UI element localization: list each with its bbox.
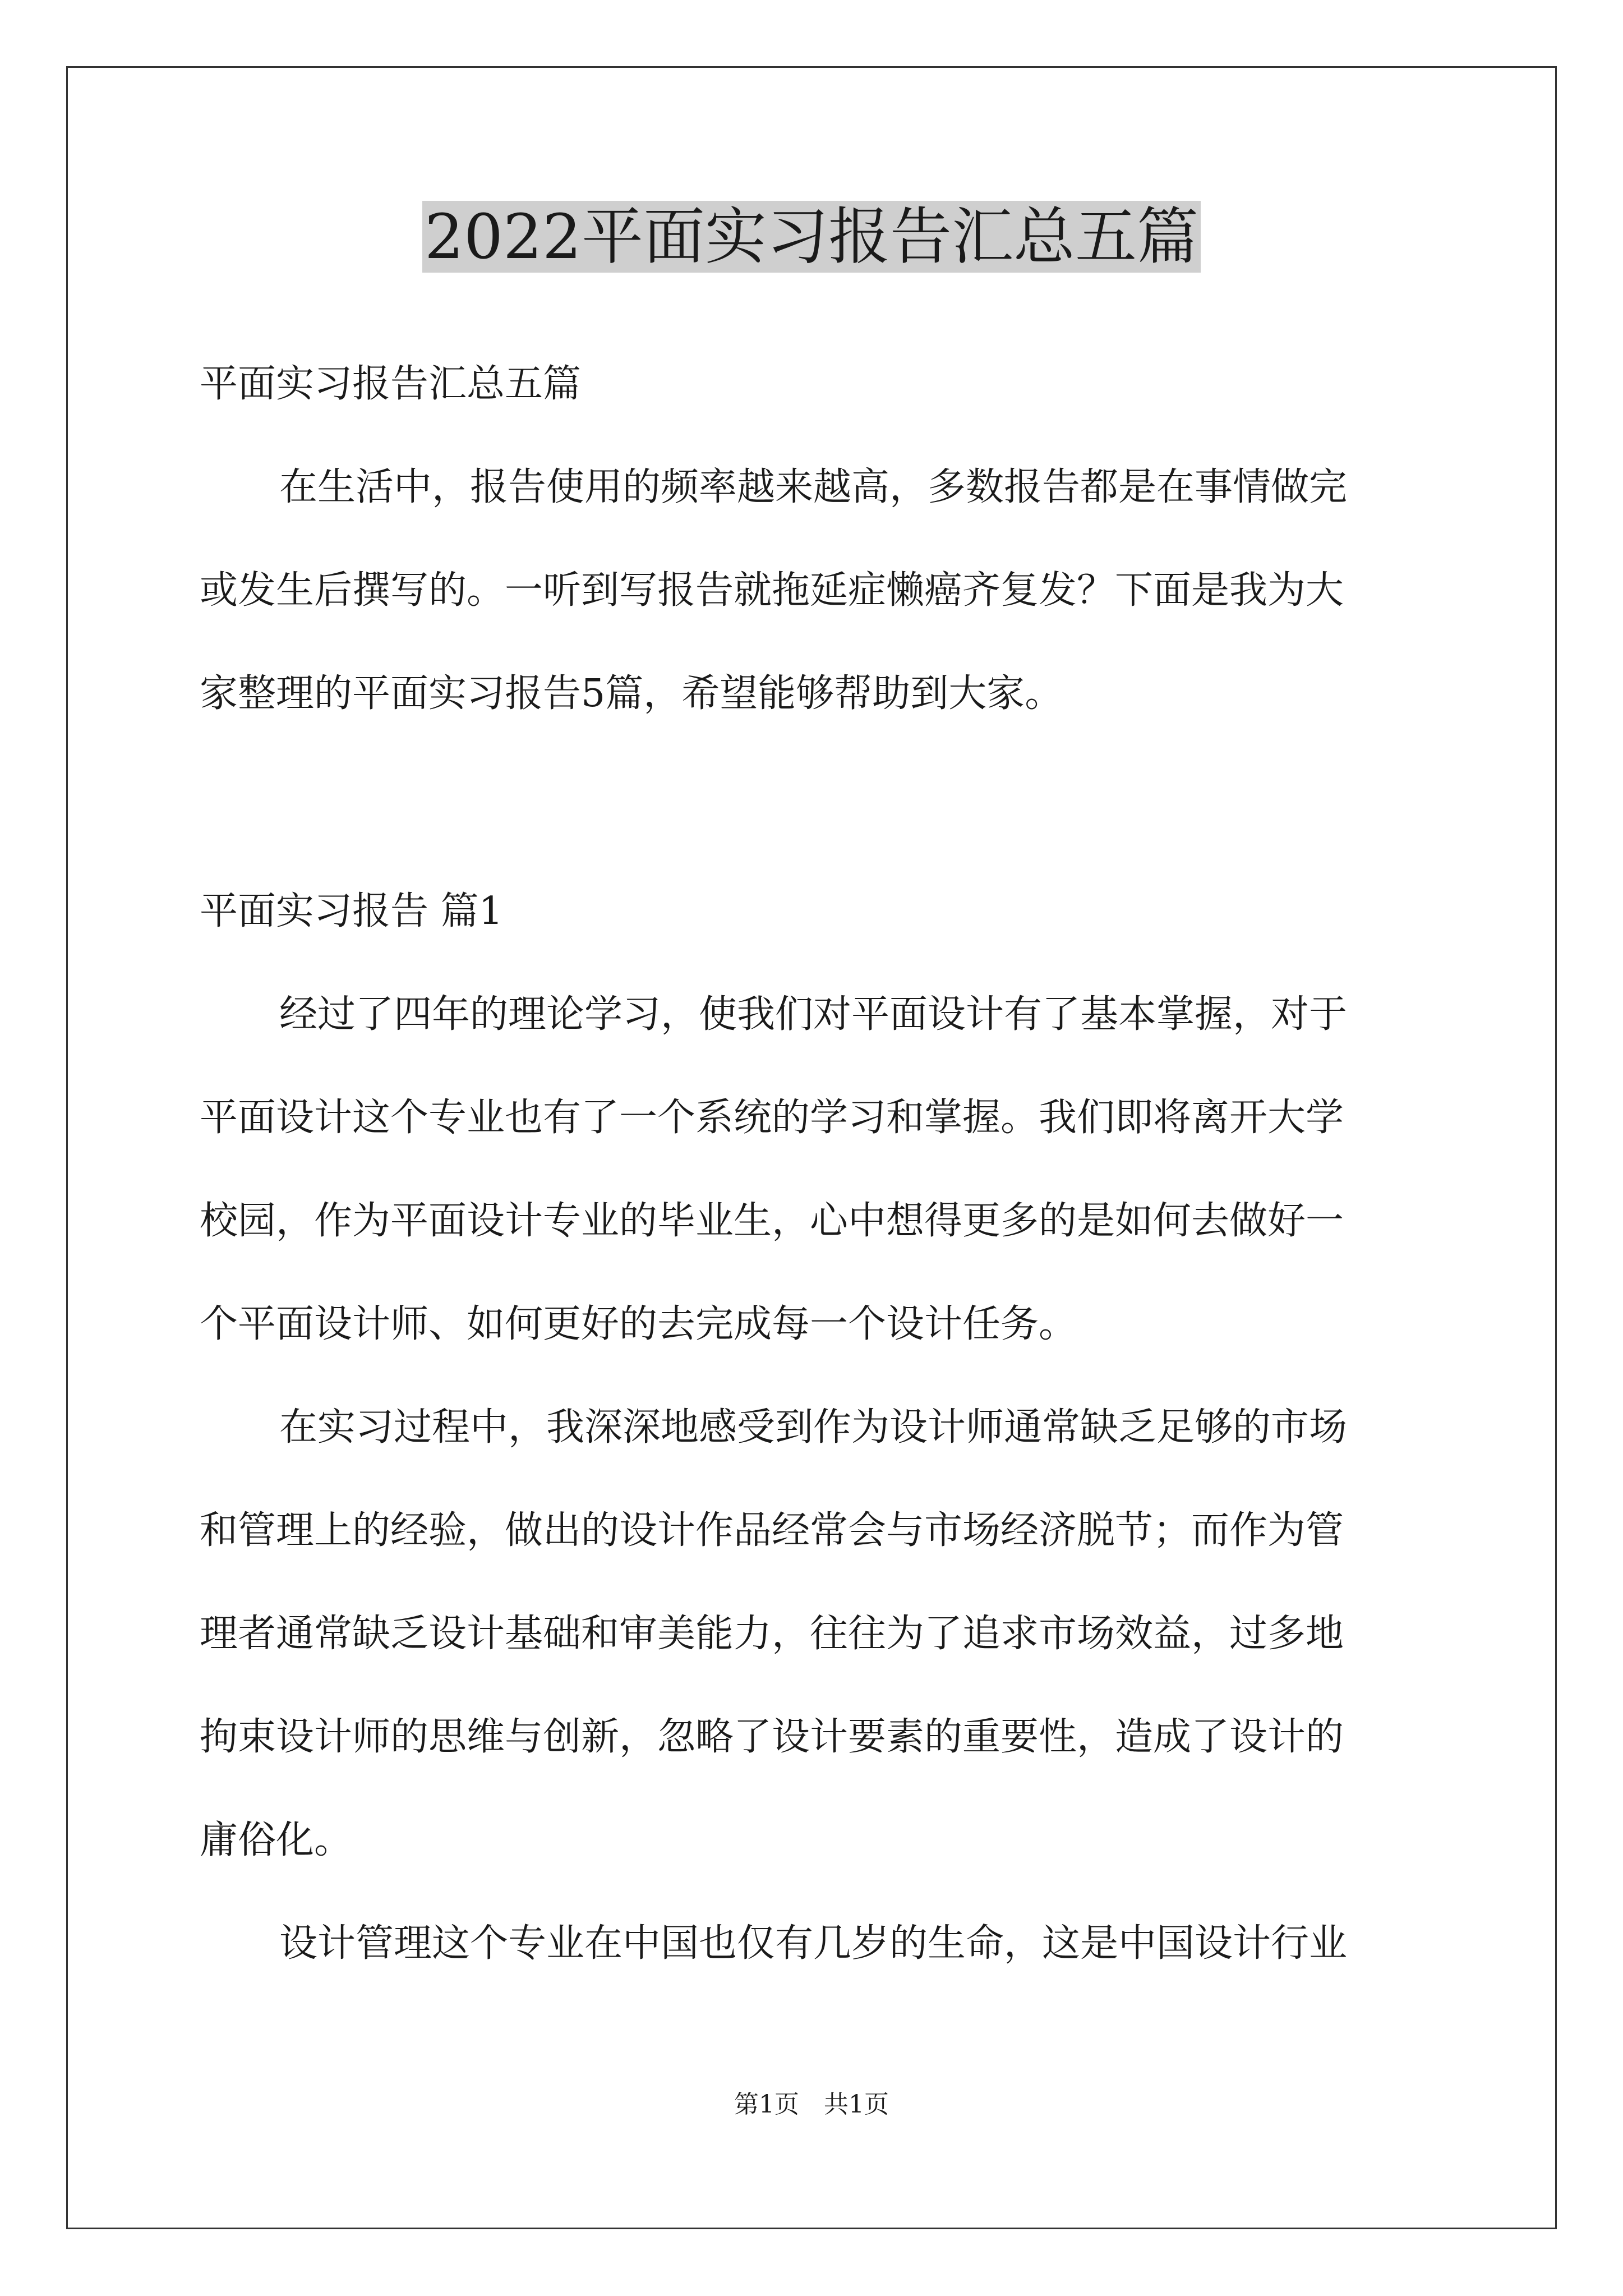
section-heading: 平面实习报告 篇1: [200, 889, 503, 933]
paragraph2-line-3: 理者通常缺乏设计基础和审美能力，往往为了追求市场效益，过多地: [200, 1612, 1344, 1656]
intro-line-2: 或发生后撰写的。一听到写报告就拖延症懒癌齐复发？下面是我为大: [200, 568, 1344, 613]
paragraph2-line-4: 拘束设计师的思维与创新，忽略了设计要素的重要性，造成了设计的: [200, 1715, 1344, 1759]
paragraph1-line-1: 经过了四年的理论学习，使我们对平面设计有了基本掌握，对于: [279, 992, 1348, 1037]
paragraph2-line-5: 庸俗化。: [200, 1818, 353, 1862]
paragraph3-line-1: 设计管理这个专业在中国也仅有几岁的生命，这是中国设计行业: [279, 1921, 1348, 1966]
paragraph2-line-2: 和管理上的经验，做出的设计作品经常会与市场经济脱节；而作为管: [200, 1508, 1344, 1553]
intro-line-3: 家整理的平面实习报告5篇，希望能够帮助到大家。: [200, 671, 1063, 716]
title-text: 2022平面实习报告汇总五篇: [422, 201, 1201, 273]
paragraph1-line-4: 个平面设计师、如何更好的去完成每一个设计任务。: [200, 1302, 1077, 1346]
paragraph1-line-3: 校园，作为平面设计专业的毕业生，心中想得更多的是如何去做好一: [200, 1199, 1344, 1243]
subtitle: 平面实习报告汇总五篇: [200, 362, 582, 406]
paragraph1-line-2: 平面设计这个专业也有了一个系统的学习和掌握。我们即将离开大学: [200, 1096, 1344, 1140]
page-footer: 第1页 共1页: [734, 2090, 889, 2119]
intro-line-1: 在生活中，报告使用的频率越来越高，多数报告都是在事情做完: [279, 465, 1348, 509]
document-title: [0, 197, 1623, 276]
paragraph2-line-1: 在实习过程中，我深深地感受到作为设计师通常缺乏足够的市场: [279, 1405, 1348, 1450]
